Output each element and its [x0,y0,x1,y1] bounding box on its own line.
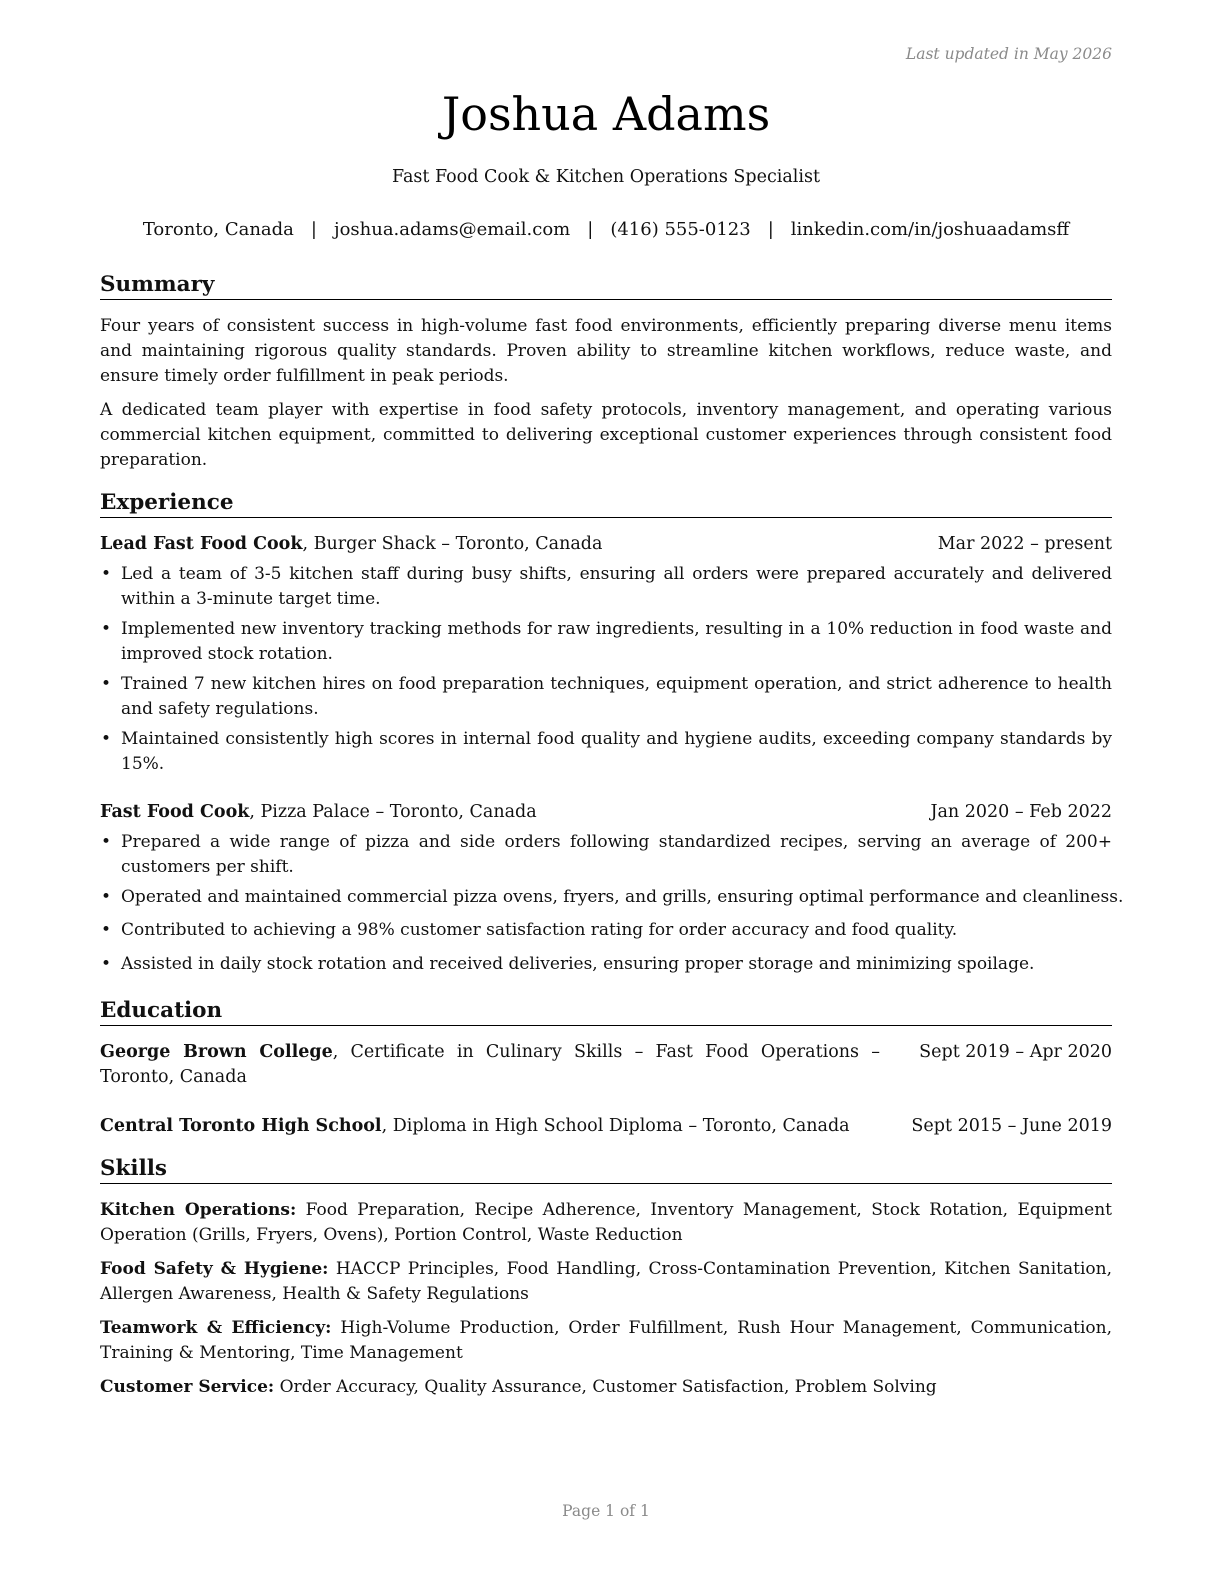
school-name: Central Toronto High School [100,1116,382,1136]
section-title-experience: Experience [100,489,1112,518]
school-name: George Brown College [100,1042,333,1062]
skill-group-label: Food Safety & Hygiene: [100,1259,329,1279]
page-number: Page 1 of 1 [562,1502,650,1520]
school-detail: , Certificate in Culinary Skills – Fast Food Operations – Toronto, Canada [100,1042,880,1087]
school-dates: Sept 2015 – June 2019 [911,1116,1112,1136]
contact-linkedin[interactable]: linkedin.com/in/joshuaadamsff [790,219,1070,240]
section-title-education: Education [100,997,1112,1026]
job-bullet: • Operated and maintained commercial pizza ovens, fryers, and grills, ensuring optimal performance and cleanliness. [100,885,1118,910]
last-updated-note: Last updated in May 2026 [905,45,1112,63]
skill-group-label: Kitchen Operations: [100,1200,297,1220]
education-entry [100,1040,1112,1090]
school-dates: Sept 2019 – Apr 2020 [919,1042,1112,1062]
candidate-name: Joshua Adams [441,87,771,141]
skill-group-label: Customer Service: [100,1377,275,1397]
job-bullet: • Assisted in daily stock rotation and received deliveries, ensuring proper storage and minimizing spoilage. [100,952,1112,977]
job-header [100,532,1112,557]
contact-separator: | [310,219,317,240]
section-title-summary: Summary [100,271,1112,300]
job-header [100,800,1112,825]
job-org: , Burger Shack – Toronto, Canada [302,534,603,554]
skill-group-items: HACCP Principles, Food Handling, Cross-Contamination Prevention, Kitchen Sanitation, Allergen Awareness, Health & Safety Regulations [100,1259,1112,1304]
contact-line [100,219,1112,240]
skill-group [100,1257,1112,1307]
contact-separator: | [767,219,774,240]
job-bullet: • Maintained consistently high scores in internal food quality and hygiene audits, exceeding company standards by 15%. [100,727,1112,777]
job-dates: Mar 2022 – present [937,534,1112,554]
skill-group [100,1375,1112,1400]
skill-group [100,1198,1112,1248]
contact-phone[interactable]: (416) 555-0123 [610,219,751,240]
skill-group-items: Food Preparation, Recipe Adherence, Inventory Management, Stock Rotation, Equipment Operation (Grills, Fryers, Ovens), Portion Control, Waste Reduction [100,1200,1112,1245]
job-role: Lead Fast Food Cook [100,534,303,554]
job-bullet: • Led a team of 3-5 kitchen staff during busy shifts, ensuring all orders were prepared accurately and delivered within a 3-minute target time. [100,562,1112,612]
section-title-skills: Skills [100,1155,1112,1184]
job-org: , Pizza Palace – Toronto, Canada [249,802,537,822]
summary-paragraph: Four years of consistent success in high-volume fast food environments, efficiently preparing diverse menu items and maintaining rigorous quality standards. Proven ability to streamline kitchen workflows, reduce waste, and ensure timely order fulfillment in peak periods. [100,316,1112,386]
resume-page [100,0,1124,1584]
job-bullet: • Trained 7 new kitchen hires on food preparation techniques, equipment operation, and strict adherence to health and safety regulations. [100,672,1112,722]
job-role: Fast Food Cook [100,802,250,822]
contact-email[interactable]: joshua.adams@email.com [333,219,571,240]
summary-paragraph: A dedicated team player with expertise in food safety protocols, inventory management, and operating various commercial kitchen equipment, committed to delivering exceptional customer experiences through consistent food preparation. [100,400,1112,470]
skill-group [100,1316,1112,1366]
candidate-headline: Fast Food Cook & Kitchen Operations Specialist [392,167,820,187]
skill-group-items: Order Accuracy, Quality Assurance, Customer Satisfaction, Problem Solving [274,1377,937,1397]
education-entry [100,1114,1112,1139]
job-bullet: • Implemented new inventory tracking methods for raw ingredients, resulting in a 10% reduction in food waste and improved stock rotation. [100,617,1112,667]
contact-separator: | [587,219,594,240]
skill-group-items: High-Volume Production, Order Fulfillment, Rush Hour Management, Communication, Training & Mentoring, Time Management [100,1318,1112,1363]
school-detail: , Diploma in High School Diploma – Toronto, Canada [381,1116,850,1136]
job-bullet: • Contributed to achieving a 98% customer satisfaction rating for order accuracy and food quality. [100,918,1112,943]
job-bullet: • Prepared a wide range of pizza and side orders following standardized recipes, serving an average of 200+ customers per shift. [100,830,1112,880]
contact-location: Toronto, Canada [142,219,294,240]
job-dates: Jan 2020 – Feb 2022 [930,802,1112,822]
skill-group-label: Teamwork & Efficiency: [100,1318,332,1338]
